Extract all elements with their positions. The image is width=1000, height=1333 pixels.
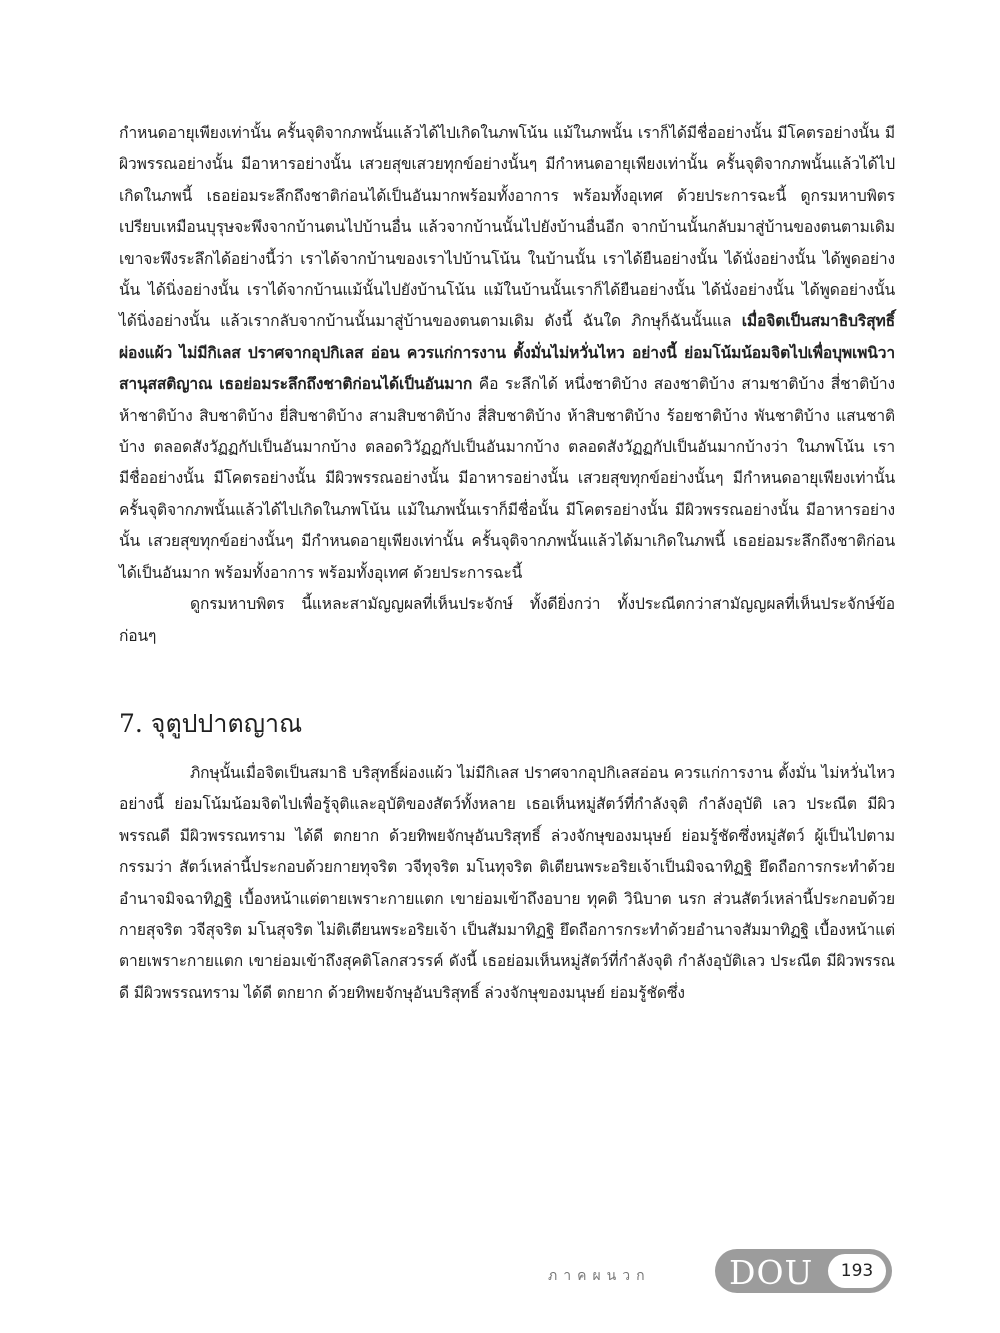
- footer-section-label: ภาคผนวก: [548, 1268, 651, 1284]
- paragraph-recollection: [119, 118, 895, 589]
- page-badge: [715, 1249, 892, 1293]
- page-body: [119, 118, 895, 1009]
- dou-logo: DOU: [729, 1253, 814, 1292]
- section-heading: 7. จุตูปปาตญาณ: [119, 708, 303, 738]
- paragraph-text: กำหนดอายุเพียงเท่านั้น ครั้นจุติจากภพนั้นแล้วได้ไปเกิดในภพโน้น แม้ในภพนั้น เราก็ได้มีชื่ออย่างนั้น มีโคตรอย่างนั้น มีผิวพรรณอย่างนั้น มีอาหารอย่างนั้น เสวยสุขเสวยทุกข์อย่างนั้นๆ มีกำหนดอายุเพียงเท่านั้น ครั้นจุติจากภพนั้นแล้วได้ไปเกิดในภพนี้ เธอย่อมระลึกถึงชาติก่อนได้เป็นอันมากพร้อมทั้งอาการ พร้อมทั้งอุเทศ ด้วยประการฉะนี้ ดูกรมหาบพิตร เปรียบเหมือนบุรุษจะพึงจากบ้านตนไปบ้านอื่น แล้วจากบ้านนั้นไปยังบ้านอื่นอีก จากบ้านนั้นกลับมาสู่บ้านของตนตามเดิม เขาจะพึงระลึกได้อย่างนี้ว่า เราได้จากบ้านของเราไปบ้านโน้น ในบ้านนั้น เราได้ยืนอย่างนั้น ได้นั่งอย่างนั้น ได้พูดอย่างนั้น ได้นิ่งอย่างนั้น เราได้จากบ้านแม้นั้นไปยังบ้านโน้น แม้ในบ้านนั้นเราก็ได้ยืนอย่างนั้น ได้นั่งอย่างนั้น ได้พูดอย่างนั้น ได้นิ่งอย่างนั้น แล้วเรากลับจากบ้านนั้นมาสู่บ้านของตนตามเดิม ดังนี้ ฉันใด ภิกษุก็ฉันนั้นแล: [119, 124, 895, 331]
- paragraph-conclusion: ดูกรมหาบพิตร นี้แหละสามัญญผลที่เห็นประจักษ์ ทั้งดียิ่งกว่า ทั้งประณีตกว่าสามัญญผลที่เห็นประจักษ์ข้อก่อนๆ: [119, 595, 895, 645]
- paragraph-divine-eye: ภิกษุนั้นเมื่อจิตเป็นสมาธิ บริสุทธิ์ผ่องแผ้ว ไม่มีกิเลส ปราศจากอุปกิเลสอ่อน ควรแก่การงาน ตั้งมั่น ไม่หวั่นไหวอย่างนี้ ย่อมโน้มน้อมจิตไปเพื่อรู้จุติและอุบัติของสัตว์ทั้งหลาย เธอเห็นหมู่สัตว์ที่กำลังจุติ กำลังอุบัติ เลว ประณีต มีผิวพรรณดี มีผิวพรรณทราม ได้ดี ตกยาก ด้วยทิพยจักษุอันบริสุทธิ์ ล่วงจักษุของมนุษย์ ย่อมรู้ชัดซึ่งหมู่สัตว์ ผู้เป็นไปตามกรรมว่า สัตว์เหล่านี้ประกอบด้วยกายทุจริต วจีทุจริต มโนทุจริต ติเตียนพระอริยเจ้าเป็นมิจฉาทิฏฐิ ยึดถือการกระทำด้วยอำนาจมิจฉาทิฏฐิ เบื้องหน้าแต่ตายเพราะกายแตก เขาย่อมเข้าถึงอบาย ทุคติ วินิบาต นรก ส่วนสัตว์เหล่านี้ประกอบด้วยกายสุจริต วจีสุจริต มโนสุจริต ไม่ติเตียนพระอริยเจ้า เป็นสัมมาทิฏฐิ ยึดถือการกระทำด้วยอำนาจสัมมาทิฏฐิ เบื้องหน้าแต่ตายเพราะกายแตก เขาย่อมเข้าถึงสุคติโลกสวรรค์ ดังนี้ เธอย่อมเห็นหมู่สัตว์ที่กำลังจุติ กำลังอุบัติเลว ประณีต มีผิวพรรณดี มีผิวพรรณทราม ได้ดี ตกยาก ด้วยทิพยจักษุอันบริสุทธิ์ ล่วงจักษุของมนุษย์ ย่อมรู้ชัดซึ่ง: [119, 763, 895, 1002]
- paragraph-text-continued: คือ ระลึกได้ หนึ่งชาติบ้าง สองชาติบ้าง สามชาติบ้าง สี่ชาติบ้าง ห้าชาติบ้าง สิบชาติบ้าง ยี่สิบชาติบ้าง สามสิบชาติบ้าง สี่สิบชาติบ้าง ห้าสิบชาติบ้าง ร้อยชาติบ้าง พันชาติบ้าง แสนชาติบ้าง ตลอดสังวัฏฏกัปเป็นอันมากบ้าง ตลอดวิวัฏฏกัปเป็นอันมากบ้าง ตลอดสังวัฏฏกัปเป็นอันมากบ้างว่า ในภพโน้น เรามีชื่ออย่างนั้น มีโคตรอย่างนั้น มีผิวพรรณอย่างนั้น มีอาหารอย่างนั้น เสวยสุขทุกข์อย่างนั้นๆ มีกำหนดอายุเพียงเท่านั้น ครั้นจุติจากภพนั้นแล้วได้ไปเกิดในภพโน้น แม้ในภพนั้นเราก็มีชื่อนั้น มีโคตรอย่างนั้น มีผิวพรรณอย่างนั้น มีอาหารอย่างนั้น เสวยสุขทุกข์อย่างนั้นๆ มีกำหนดอายุเพียงเท่านั้น ครั้นจุติจากภพนั้นแล้วได้มาเกิดในภพนี้ เธอย่อมระลึกถึงชาติก่อนได้เป็นอันมาก พร้อมทั้งอาการ พร้อมทั้งอุเทศ ด้วยประการฉะนี้: [119, 375, 895, 582]
- bold-passage: เมื่อจิตเป็นสมาธิบริสุทธิ์ผ่องแผ้ว ไม่มีกิเลส ปราศจากอุปกิเลส อ่อน ควรแก่การงาน ตั้งมั่นไม่หวั่นไหว อย่างนี้ ย่อมโน้มน้อมจิตไปเพื่อบุพเพนิวาสานุสสติญาณ เธอย่อมระลึกถึงชาติก่อนได้เป็นอันมาก: [119, 312, 895, 394]
- page-number: 193: [828, 1254, 886, 1288]
